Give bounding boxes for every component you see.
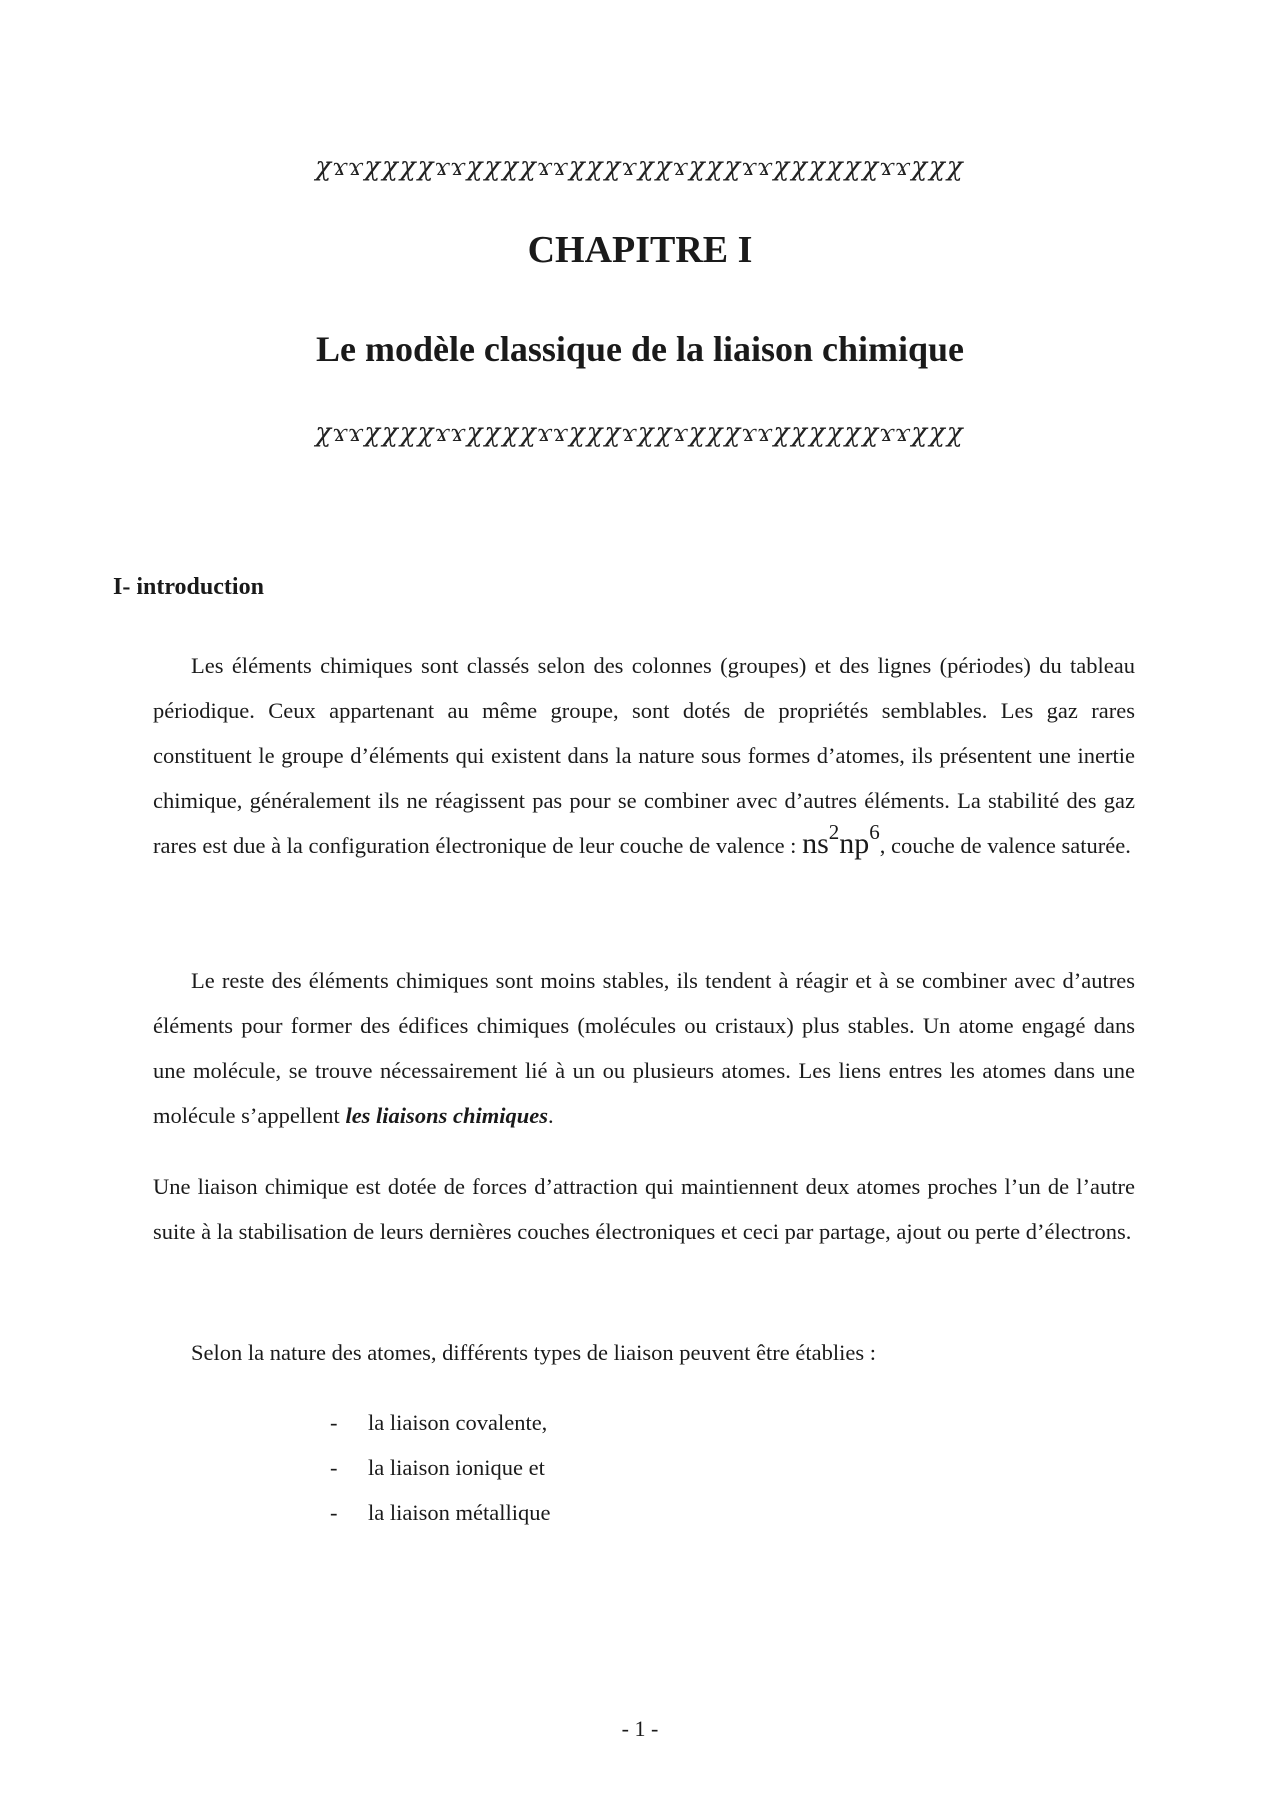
list-item-text: la liaison ionique et — [368, 1455, 545, 1480]
paragraph-4: Selon la nature des atomes, différents types de liaison peuvent être établies : — [191, 1340, 876, 1365]
paragraph-3: Une liaison chimique est dotée de forces d’attraction qui maintiennent deux atomes proches l’un de l’autre suite à la stabilisation de leurs dernières couches électroniques et ceci par partage, ajout ou perte d’électrons. — [153, 1174, 1135, 1244]
list-item — [330, 1445, 550, 1490]
formula-ns-exponent: 2 — [828, 820, 840, 844]
paragraph-1-text: Les éléments chimiques sont classés selon des colonnes (groupes) et des lignes (périodes) du tableau périodique. Ceux appartenant au même groupe, sont dotés de propriétés semblables. Les gaz rares constituent le groupe d’éléments qui existent dans la nature sous formes d’atomes, ils présentent une inertie chimique, généralement ils ne réagissent pas pour se combiner avec d’autres éléments. La stabilité des gaz rares est due à la configuration électronique de leur couche de valence : — [153, 653, 1135, 858]
valence-formula — [802, 820, 880, 860]
list-bullet: - — [330, 1410, 338, 1435]
paragraph-1 — [153, 643, 1135, 868]
ornament-top: χϫϫχχχχϫϫχχχχϫϫχχχϫχχϫχχχϫϫχχχχχχϫϫχχχ — [315, 152, 965, 182]
list-bullet: - — [330, 1500, 338, 1525]
section-heading: I- introduction — [113, 574, 264, 600]
chapter-title: Le modèle classique de la liaison chimique — [315, 329, 965, 369]
chapter-heading: CHAPITRE I — [527, 229, 753, 271]
list-item-text: la liaison métallique — [368, 1500, 551, 1525]
emphasis-liaisons-chimiques: les liaisons chimiques — [345, 1103, 548, 1128]
paragraph-2 — [153, 958, 1135, 1138]
formula-np-exponent: 6 — [869, 820, 880, 844]
formula-np: np — [839, 827, 870, 860]
paragraph-2-text: Le reste des éléments chimiques sont moins stables, ils tendent à réagir et à se combiner avec d’autres éléments pour former des édifices chimiques (molécules ou cristaux) plus stables. Un atome engagé dans une molécule, se trouve nécessairement lié à un ou plusieurs atomes. Les liens entres les atomes dans une molécule s’appellent — [153, 968, 1135, 1128]
liaison-types-list — [330, 1400, 550, 1535]
formula-ns: ns — [802, 827, 829, 860]
page-number: - 1 - — [621, 1716, 659, 1741]
paragraph-1-end: , couche de valence saturée. — [879, 833, 1131, 858]
ornament-bottom: χϫϫχχχχϫϫχχχχϫϫχχχϫχχϫχχχϫϫχχχχχχϫϫχχχ — [315, 418, 965, 448]
list-item — [330, 1400, 550, 1445]
paragraph-2-end: . — [547, 1103, 554, 1128]
list-item — [330, 1490, 550, 1535]
list-item-text: la liaison covalente, — [368, 1410, 548, 1435]
list-bullet: - — [330, 1455, 338, 1480]
